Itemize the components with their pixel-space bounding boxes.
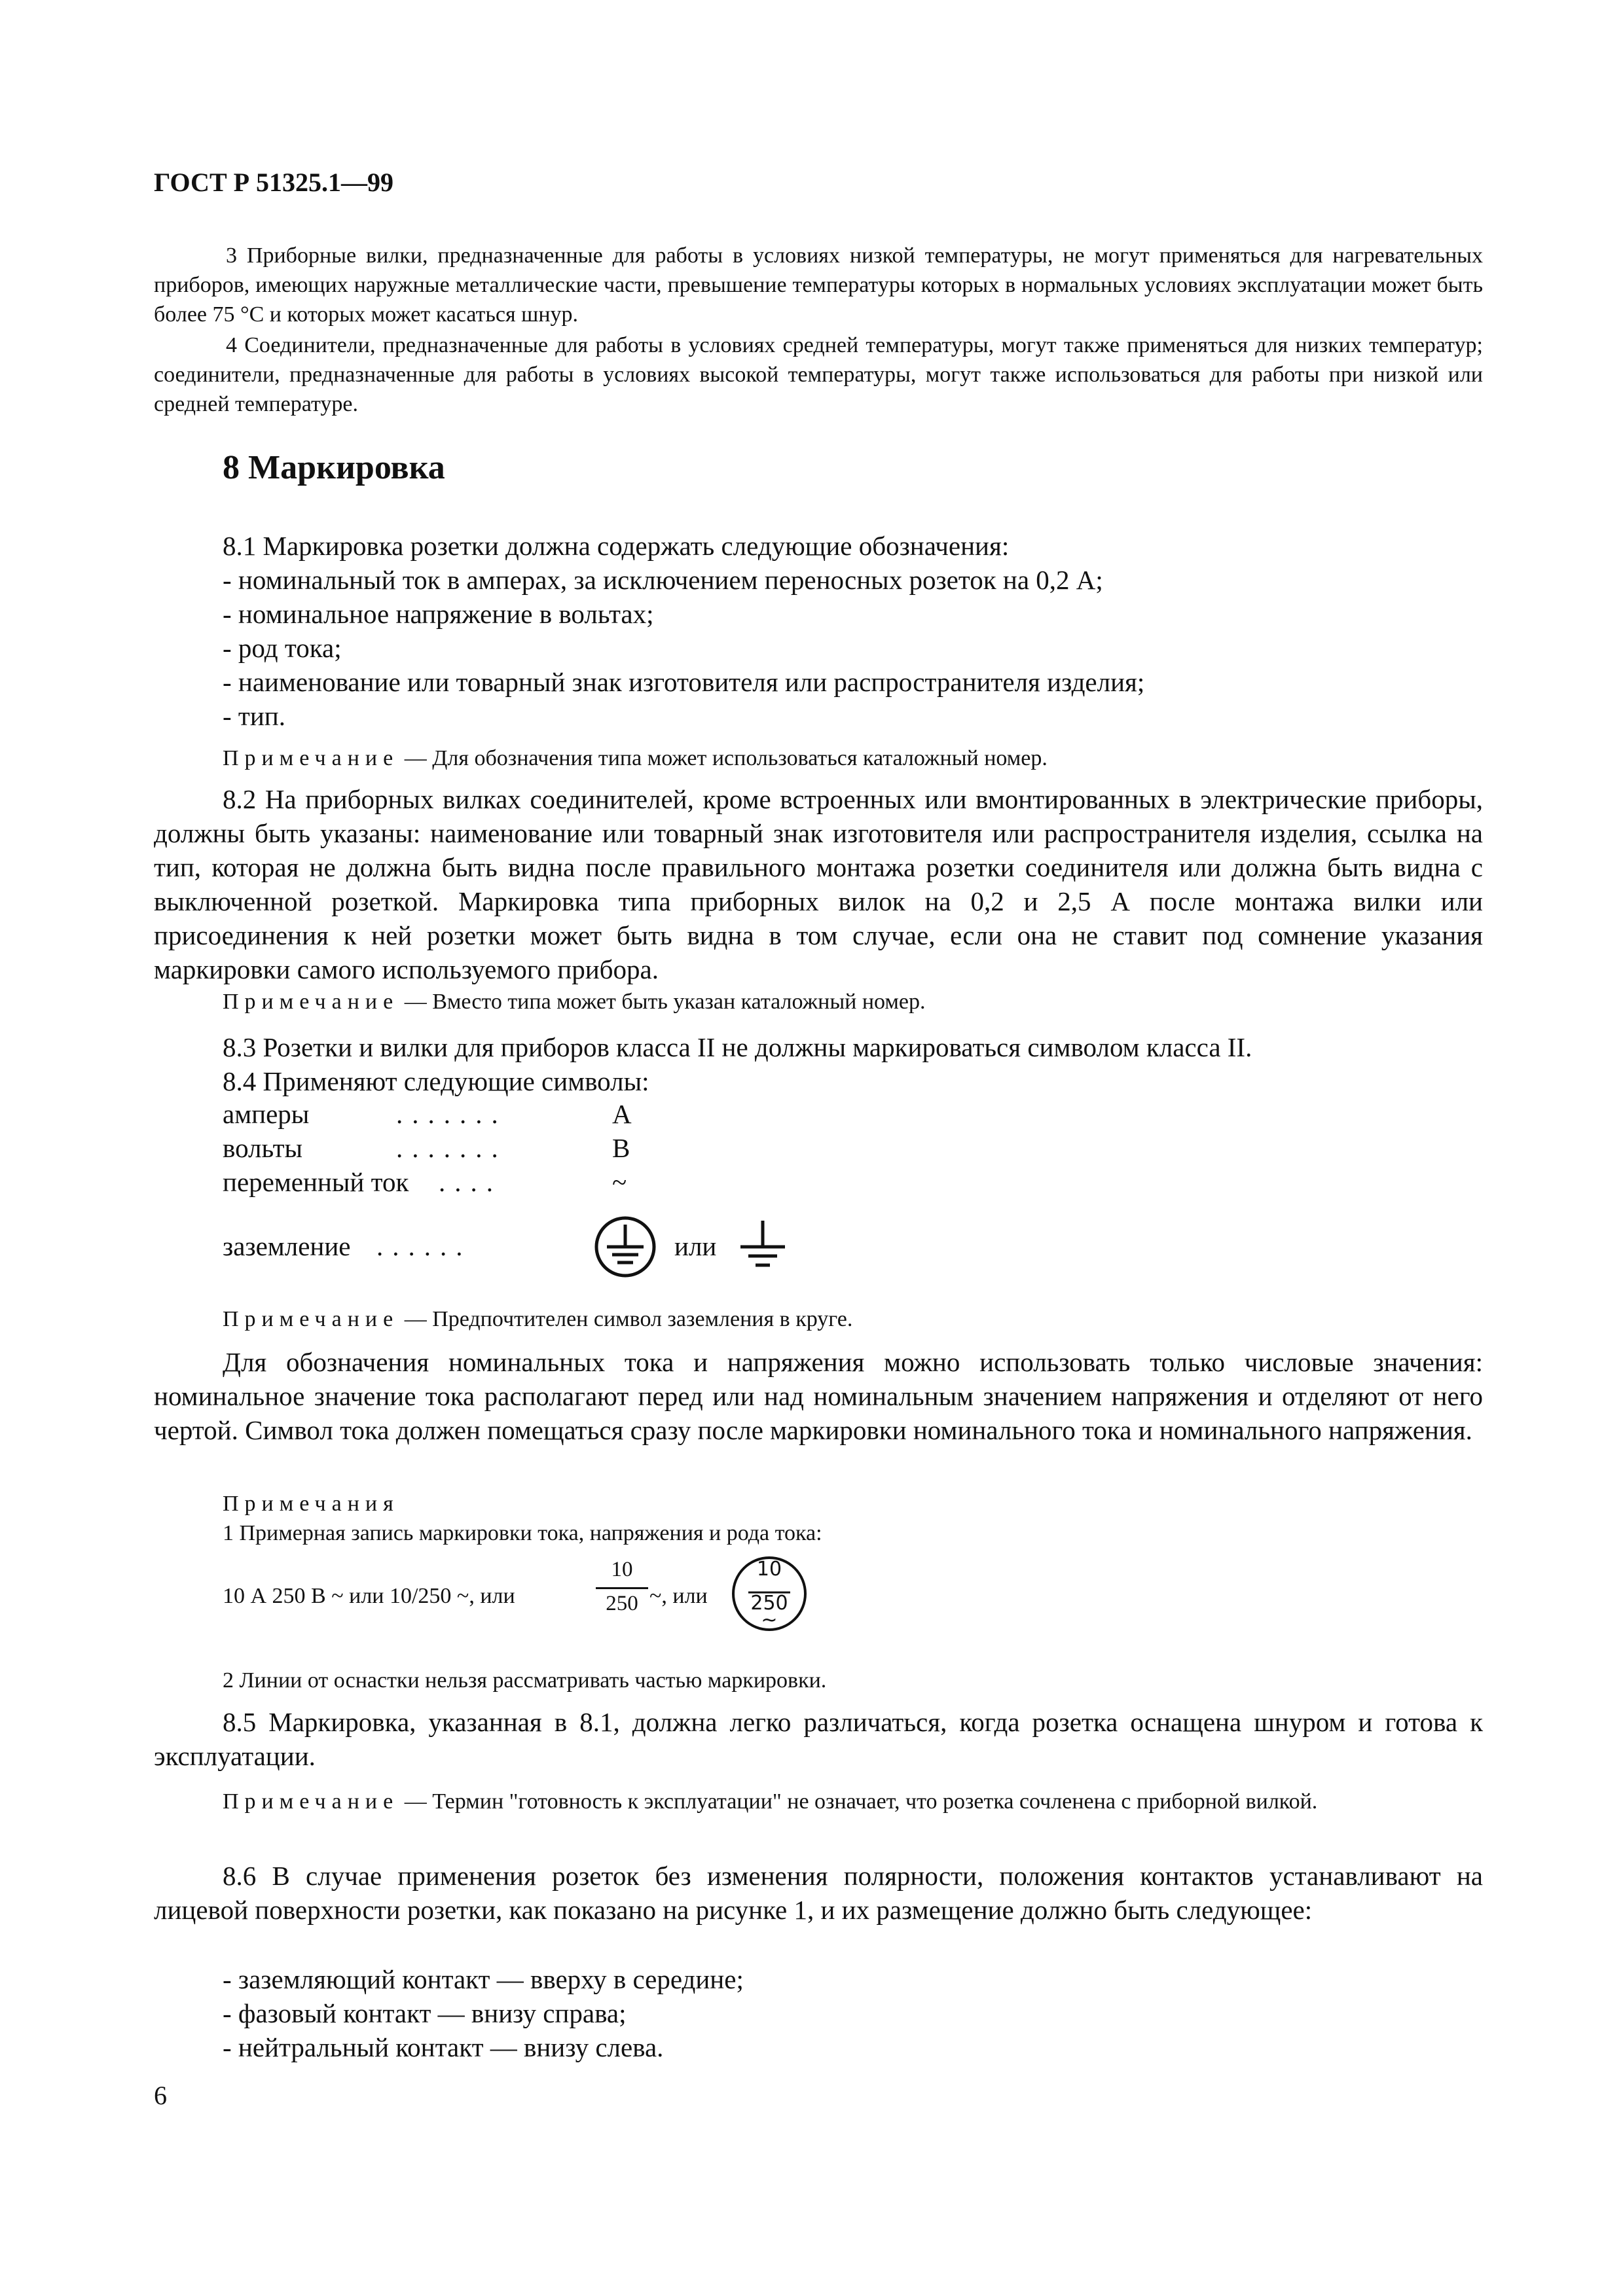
clause-8-3: 8.3 Розетки и вилки для приборов класса II не должны маркироваться символом класса II. [223, 1032, 1252, 1062]
symbol-row-amperes [223, 1098, 632, 1130]
list-item: - номинальный ток в амперах, за исключением переносных розеток на 0,2 А; [223, 565, 1103, 595]
note-8-2 [223, 987, 926, 1016]
circle-denominator: 250 [750, 1592, 788, 1615]
leader-dots: ....... [396, 1099, 507, 1129]
list-item: - фазовый контакт — внизу справа; [223, 1998, 627, 2028]
clause-8-2-paragraph: 8.2 На приборных вилках соединителей, кроме встроенных или вмонтированных в электрические приборы, должны быть указаны: наименование или товарный знак изготовителя или распространителя изделия, ссылка на тип, которая не должна быть видна после правильного монтажа розетки соединителя или должна быть видна с выключенной розеткой. Маркировка типа приборных вилок на 0,2 и 2,5 А после монтажа вилки или присоединения к ней розетки может быть видна в том случае, если она не ставит под сомнение указания маркировки самого используемого прибора. [154, 784, 1483, 984]
circle-numerator: 10 [756, 1558, 782, 1581]
list-item: - род тока; [223, 633, 342, 663]
marking-example-prefix: 10 А 250 В ~ или 10/250 ~, или [223, 1584, 515, 1608]
list-item: - наименование или товарный знак изготовителя или распространителя изделия; [223, 667, 1145, 697]
symbol-glyph: ~ [612, 1167, 627, 1197]
clause-8-4-lead: 8.4 Применяют следующие символы: [223, 1066, 649, 1096]
leader-dots: ....... [396, 1133, 507, 1163]
symbol-name: амперы [223, 1099, 310, 1129]
numeric-values-paragraph: Для обозначения номинальных тока и напряжения можно использовать только числовые значения: номинальное значение тока располагают перед или над номинальным значением напряжения и отделяют от него чертой. Символ тока должен помещаться сразу после маркировки номинального тока и номинального напряжения. [154, 1347, 1483, 1445]
note-4-paragraph: 4 Соединители, предназначенные для работы в условиях средней температуры, могут также применяться для низких температур; соединители, предназначенные для работы в условиях высокой температуры, могут также использоваться для работы при низкой или средней температуре. [154, 333, 1483, 416]
clause-8-5-paragraph: 8.5 Маркировка, указанная в 8.1, должна легко различаться, когда розетка оснащена шнуром и готова к эксплуатации. [154, 1707, 1483, 1771]
note-1: 1 Примерная запись маркировки тока, напряжения и рода тока: [223, 1521, 822, 1545]
list-item: - номинальное напряжение в вольтах; [223, 599, 654, 629]
notes-label: Примечания [223, 1492, 399, 1516]
fraction-numerator: 10 [611, 1558, 633, 1581]
marking-example-suffix: ~, или [649, 1584, 708, 1608]
note-text: — Для обозначения типа может использоваться каталожный номер. [404, 746, 1048, 770]
list-item: - тип. [223, 701, 285, 731]
fraction-bar [596, 1587, 648, 1589]
symbol-glyph: А [612, 1099, 632, 1129]
leader-dots: ...... [376, 1231, 472, 1261]
earth-icon [737, 1217, 789, 1276]
fraction-denominator: 250 [606, 1592, 638, 1615]
symbol-row-alternating-current [223, 1166, 627, 1198]
note-text: — Термин "готовность к эксплуатации" не означает, что розетка сочленена с приборной вилкой. [404, 1789, 1318, 1814]
note-label: Примечание [223, 990, 399, 1014]
document-code-header: ГОСТ Р 51325.1—99 [154, 168, 394, 197]
note-3-paragraph: 3 Приборные вилки, предназначенные для работы в условиях низкой температуры, не могут применяться для нагревательных приборов, имеющих наружные металлические части, превышение температуры которых в нормальных условиях эксплуатации может быть более 75 °С и которых может касаться шнур. [154, 243, 1483, 327]
symbol-row-volts [223, 1132, 630, 1164]
symbol-glyph: В [612, 1133, 630, 1163]
note-8-5 [154, 1787, 1483, 1816]
note-text: — Предпочтителен символ заземления в круге. [404, 1307, 853, 1331]
section-title: 8 Маркировка [223, 449, 445, 486]
clause-8-1-lead: 8.1 Маркировка розетки должна содержать следующие обозначения: [223, 531, 1010, 561]
symbol-row-earth [223, 1230, 586, 1262]
circle-tilde: ~ [761, 1609, 778, 1632]
note-8-1 [223, 744, 1048, 773]
leader-dots: .... [439, 1167, 502, 1197]
note-label: Примечание [223, 1789, 399, 1814]
note-2: 2 Линии от оснастки нельзя рассматривать частью маркировки. [223, 1668, 827, 1693]
page-number: 6 [154, 2081, 167, 2110]
list-item: - заземляющий контакт — вверху в середине; [223, 1964, 744, 1994]
note-8-4 [223, 1304, 852, 1334]
symbol-name: переменный ток [223, 1167, 409, 1197]
note-label: Примечание [223, 746, 399, 770]
note-text: — Вместо типа может быть указан каталожный номер. [404, 990, 926, 1014]
or-word: или [674, 1231, 717, 1261]
list-item: - нейтральный контакт — внизу слева. [223, 2032, 664, 2062]
earth-in-circle-icon [593, 1214, 658, 1280]
note-label: Примечание [223, 1307, 399, 1331]
symbol-name: вольты [223, 1133, 303, 1163]
clause-8-6-paragraph: 8.6 В случае применения розеток без изменения полярности, положения контактов устанавливают на лицевой поверхности розетки, как показано на рисунке 1, и их размещение должно быть следующее: [154, 1861, 1483, 1925]
symbol-name: заземление [223, 1231, 351, 1261]
